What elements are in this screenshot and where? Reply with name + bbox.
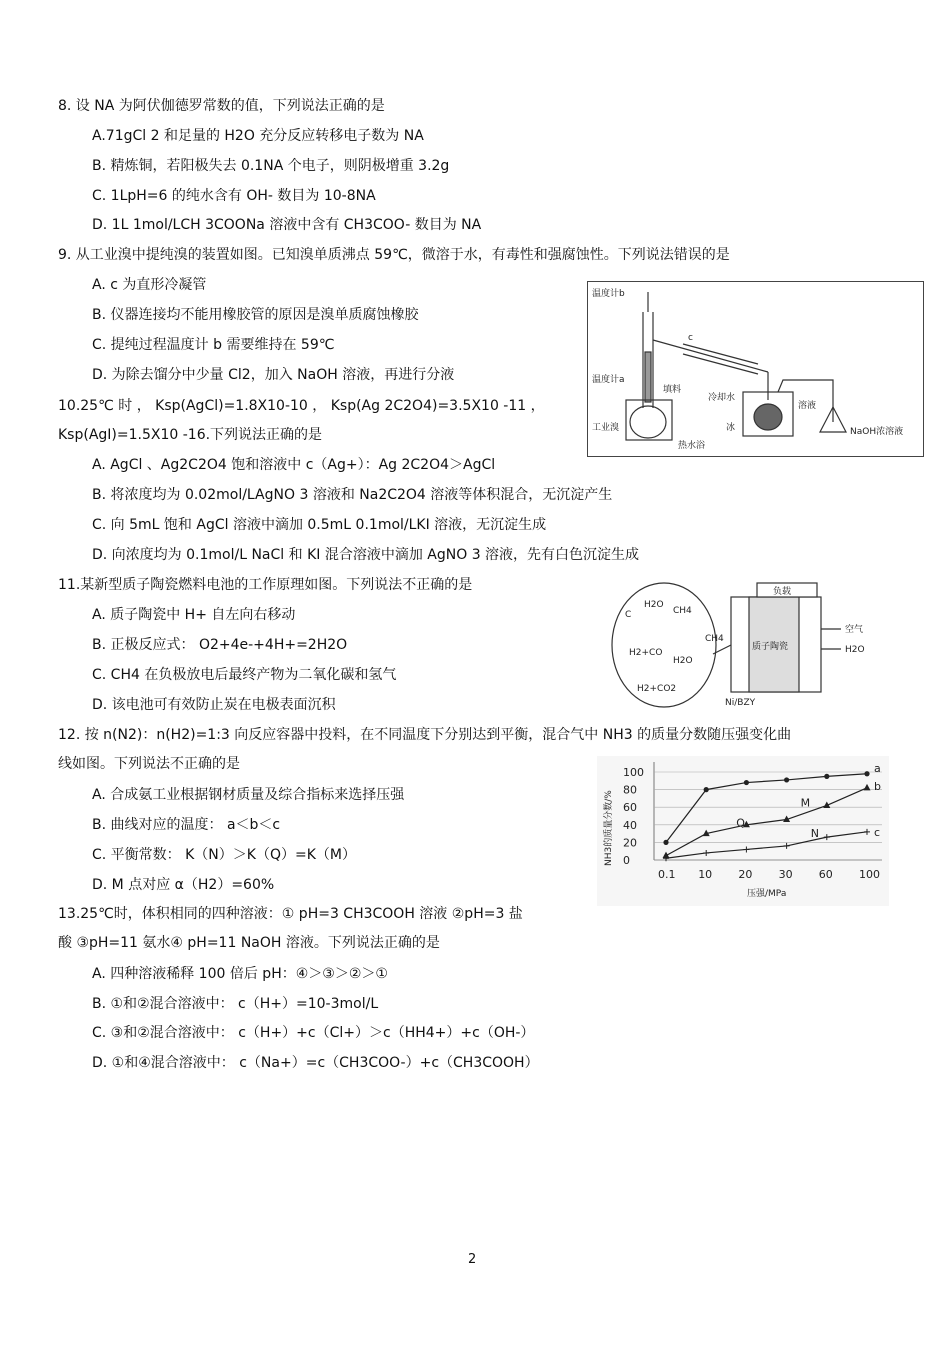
- x-tick-label: 20: [738, 868, 753, 881]
- label-ice: 冰: [726, 423, 736, 433]
- chart-point-label: N: [810, 826, 820, 840]
- label-h2o-out: H2O: [845, 645, 865, 655]
- label-thermometer-b: 温度计b: [592, 289, 625, 299]
- label-naoh: NaOH浓溶液: [850, 427, 904, 437]
- x-tick-label: 60: [818, 868, 833, 881]
- q11-fuel-cell-figure: [609, 579, 921, 710]
- y-tick-label: 0: [623, 854, 630, 867]
- q13-option-a: A. 四种溶液稀释 100 倍后 pH：④＞③＞②＞①: [92, 966, 388, 982]
- q12-option-c: C. 平衡常数： K（N）＞K（Q）=K（M）: [92, 847, 356, 863]
- chart-point-label: Q: [736, 816, 745, 830]
- x-tick-label: 10: [698, 868, 713, 881]
- label-c: c: [688, 333, 693, 343]
- q10-option-d: D. 向浓度均为 0.1mol/L NaCl 和 KI 混合溶液中滴加 AgNO 3 溶液，先有白色沉淀生成: [92, 547, 640, 563]
- q9-option-c: C. 提纯过程温度计 b 需要维持在 59℃: [92, 337, 335, 353]
- q8-option-a: A.71gCl 2 和足量的 H2O 充分反应转移电子数为 NA: [92, 128, 424, 144]
- q12-option-a: A. 合成氨工业根据钢材质量及综合指标来选择压强: [92, 787, 405, 803]
- q13-option-d: D. ①和④混合溶液中： c（Na+）=c（CH3COO-）+c（CH3COOH）: [92, 1055, 539, 1071]
- data-point: [663, 840, 668, 845]
- label-hot-water-bath: 热水浴: [678, 441, 706, 451]
- chart-ylabel: NH3的质量分数/%: [604, 790, 614, 866]
- q8-option-c: C. 1LpH=6 的纯水含有 OH- 数目为 10-8NA: [92, 188, 376, 204]
- q8-option-d: D. 1L 1mol/LCH 3COONa 溶液中含有 CH3COO- 数目为 NA: [92, 217, 482, 233]
- q11-stem: 11.某新型质子陶瓷燃料电池的工作原理如图。下列说法不正确的是: [58, 577, 473, 593]
- x-tick-label: 100: [859, 868, 880, 881]
- q11-option-c: C. CH4 在负极放电后最终产物为二氧化碳和氢气: [92, 667, 397, 683]
- q8-stem: 8. 设 NA 为阿伏伽德罗常数的值，下列说法正确的是: [58, 98, 385, 114]
- data-point: [744, 780, 749, 785]
- label-load: 负载: [773, 587, 792, 597]
- q12-stem-line1: 12. 按 n(N2)：n(H2)=1:3 向反应容器中投料，在不同温度下分别达到平衡，混合气中 NH3 的质量分数随压强变化曲: [58, 727, 792, 743]
- y-tick-label: 40: [623, 818, 637, 832]
- x-tick-label: 0.1: [658, 868, 676, 881]
- q9-apparatus-figure: [587, 281, 924, 457]
- y-tick-label: 60: [623, 801, 637, 815]
- chart-point-label: c: [874, 825, 881, 839]
- q12-option-b: B. 曲线对应的温度： a＜b＜c: [92, 817, 281, 833]
- chart-xlabel: 压强/MPa: [747, 889, 787, 899]
- q8-option-b: B. 精炼铜，若阳极失去 0.1NA 个电子，则阴极增重 3.2g: [92, 158, 450, 174]
- q12-chart-svg: [597, 756, 889, 906]
- q13-option-c: C. ③和②混合溶液中： c（H+）+c（Cl+）＞c（HH4+）+c（OH-）: [92, 1025, 535, 1041]
- q11-fuel-cell-svg: [609, 579, 921, 710]
- chart-point-label: a: [874, 761, 881, 775]
- q9-option-b: B. 仪器连接均不能用橡胶管的原因是溴单质腐蚀橡胶: [92, 307, 419, 323]
- x-tick-label: 30: [778, 868, 793, 881]
- label-ch4-top: CH4: [673, 606, 692, 616]
- q10-option-b: B. 将浓度均为 0.02mol/LAgNO 3 溶液和 Na2C2O4 溶液等体积混合，无沉淀产生: [92, 487, 613, 503]
- data-point: [704, 787, 709, 792]
- label-air: 空气: [845, 625, 864, 635]
- q10-option-c: C. 向 5mL 饱和 AgCl 溶液中滴加 0.5mL 0.1mol/LKI 溶液，无沉淀生成: [92, 517, 547, 533]
- chart-point-label: b: [874, 779, 881, 793]
- q12-stem-line2: 线如图。下列说法不正确的是: [58, 756, 240, 772]
- data-point: [824, 774, 829, 779]
- label-c: C: [625, 610, 632, 620]
- q13-stem-line2: 酸 ③pH=11 氨水④ pH=11 NaOH 溶液。下列说法正确的是: [58, 935, 440, 951]
- q10-stem-line2: Ksp(AgI)=1.5X10 -16.下列说法正确的是: [58, 427, 323, 443]
- label-h2o-top: H2O: [644, 600, 664, 610]
- q9-option-a: A. c 为直形冷凝管: [92, 277, 207, 293]
- data-point: [784, 777, 789, 782]
- q11-option-d: D. 该电池可有效防止炭在电极表面沉积: [92, 697, 336, 713]
- q11-option-a: A. 质子陶瓷中 H+ 自左向右移动: [92, 607, 296, 623]
- q12-option-d: D. M 点对应 α（H2）=60%: [92, 877, 275, 893]
- q9-stem: 9. 从工业溴中提纯溴的装置如图。已知溴单质沸点 59℃，微溶于水，有毒性和强腐蚀性。下列说法错误的是: [58, 247, 730, 263]
- label-h2o-mid: H2O: [673, 656, 693, 666]
- label-ni-bzy: Ni/BZY: [725, 698, 756, 708]
- q13-option-b: B. ①和②混合溶液中： c（H+）=10-3mol/L: [92, 996, 379, 1012]
- q10-stem-line1: 10.25℃ 时 ， Ksp(AgCl)=1.8X10-10 ， Ksp(Ag 2C2O4)=3.5X10 -11 ，: [58, 398, 545, 414]
- label-thermometer-a: 温度计a: [592, 375, 625, 385]
- y-tick-label: 20: [623, 836, 637, 850]
- label-cooling-water: 冷却水: [708, 393, 736, 403]
- chart-point-label: M: [800, 796, 811, 810]
- label-proton-ceramic: 质子陶瓷: [752, 642, 789, 652]
- q10-option-a: A. AgCl 、Ag2C2O4 饱和溶液中 c（Ag+）：Ag 2C2O4＞AgCl: [92, 457, 496, 473]
- page-number: 2: [468, 1252, 477, 1267]
- q9-apparatus-svg: [588, 282, 923, 456]
- label-h2-co2: H2+CO2: [637, 684, 677, 694]
- q9-option-d: D. 为除去馏分中少量 Cl2，加入 NaOH 溶液，再进行分液: [92, 367, 455, 383]
- label-ch4-inlet: CH4: [705, 634, 724, 644]
- q12-chart-figure: [597, 756, 889, 906]
- label-packing: 填料: [663, 385, 682, 395]
- label-h2-co: H2+CO: [629, 648, 663, 658]
- label-solution: 溶液: [798, 401, 817, 411]
- data-point: [864, 771, 869, 776]
- q11-option-b: B. 正极反应式： O2+4e-+4H+=2H2O: [92, 637, 348, 653]
- q13-stem-line1: 13.25℃时，体积相同的四种溶液：① pH=3 CH3COOH 溶液 ②pH=3 盐: [58, 906, 523, 922]
- y-tick-label: 80: [623, 783, 637, 797]
- label-industrial-bromine: 工业溴: [592, 423, 620, 433]
- y-tick-label: 100: [623, 766, 644, 779]
